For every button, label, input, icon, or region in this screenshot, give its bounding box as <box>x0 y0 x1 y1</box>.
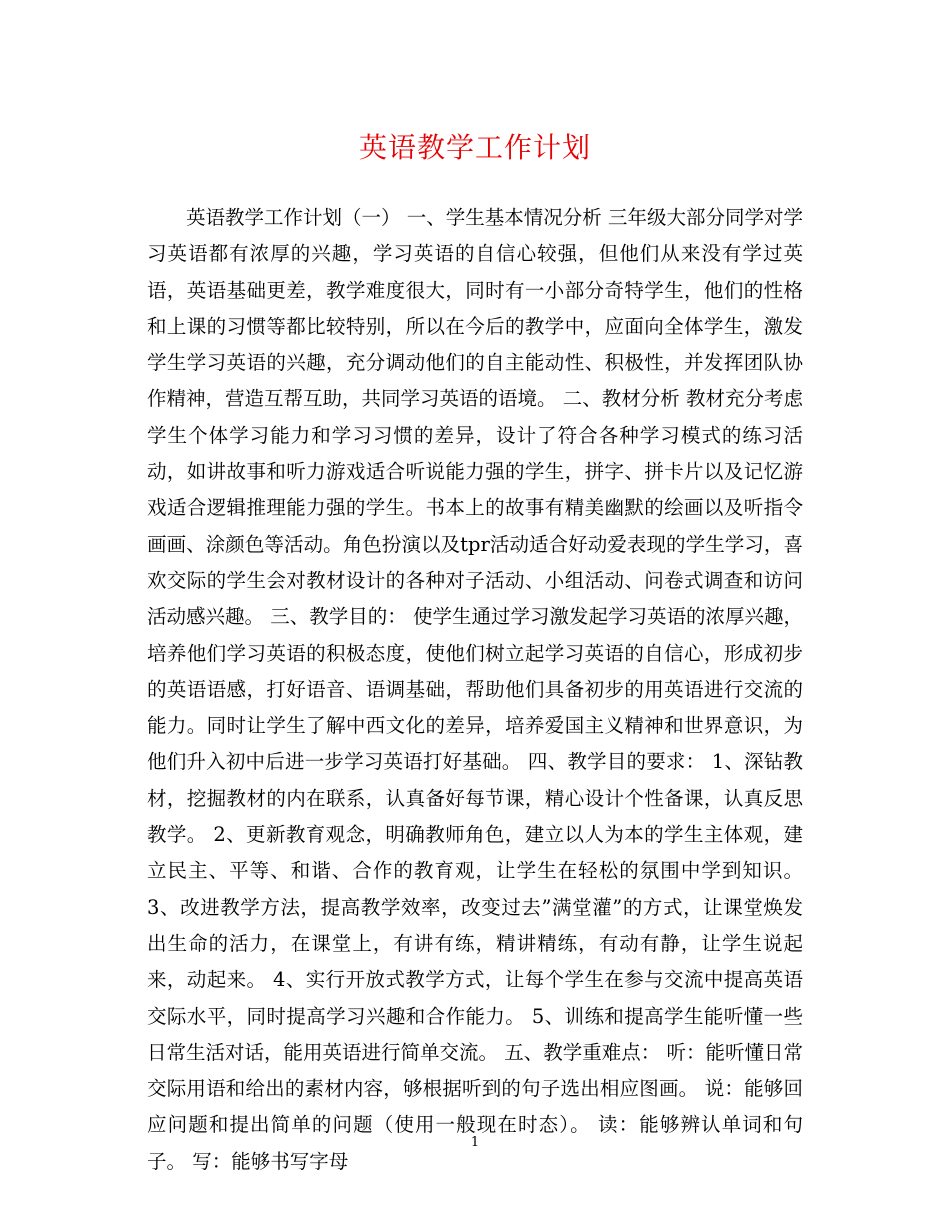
document-body: 英语教学工作计划（一） 一、学生基本情况分析 三年级大部分同学对学习英语都有浓厚的兴趣，学习英语的自信心较强，但他们从来没有学过英语，英语基础更差，教学难度很大，同时有一小部分奇特学生，他们的性格和上课的习惯等都比较特别，所以在今后的教学中，应面向全体学生，激发学生学习英语的兴趣，充分调动他们的自主能动性、积极性，并发挥团队协作精神，营造互帮互助，共同学习英语的语境。 二、教材分析 教材充分考虑学生个体学习能力和学习习惯的差异，设计了符合各种学习模式的练习活动，如讲故事和听力游戏适合听说能力强的学生，拼字、拼卡片以及记忆游戏适合逻辑推理能力强的学生。书本上的故事有精美幽默的绘画以及听指令画画、涂颜色等活动。角色扮演以及tpr活动适合好动爱表现的学生学习，喜欢交际的学生会对教材设计的各种对子活动、小组活动、问卷式调查和访问活动感兴趣。 三、教学目的： 使学生通过学习激发起学习英语的浓厚兴趣，培养他们学习英语的积极态度，使他们树立起学习英语的自信心，形成初步的英语语感，打好语音、语调基础，帮助他们具备初步的用英语进行交流的能力。同时让学生了解中西文化的差异，培养爱国主义精神和世界意识，为他们升入初中后进一步学习英语打好基础。 四、教学目的要求： 1、深钻教材，挖掘教材的内在联系，认真备好每节课，精心设计个性备课，认真反思教学。 2、更新教育观念，明确教师角色，建立以人为本的学生主体观，建立民主、平等、和谐、合作的教育观，让学生在轻松的氛围中学到知识。 3、改进教学方法，提高教学效率，改变过去”满堂灌”的方式，让课堂焕发出生命的活力，在课堂上，有讲有练，精讲精练，有动有静，让学生说起来，动起来。 4、实行开放式教学方式，让每个学生在参与交流中提高英语交际水平，同时提高学习兴趣和合作能力。 5、训练和提高学生能听懂一些日常生活对话，能用英语进行简单交流。 五、教学重难点： 听：能听懂日常交际用语和给出的素材内容，够根据听到的句子选出相应图画。 说：能够回应问题和提出简单的问题（使用一般现在时态）。 读：能够辨认单词和句子。 写：能够书写字母 <box>147 206 803 1173</box>
page-number: 1 <box>470 1135 480 1150</box>
document-title: 英语教学工作计划 <box>358 131 591 164</box>
